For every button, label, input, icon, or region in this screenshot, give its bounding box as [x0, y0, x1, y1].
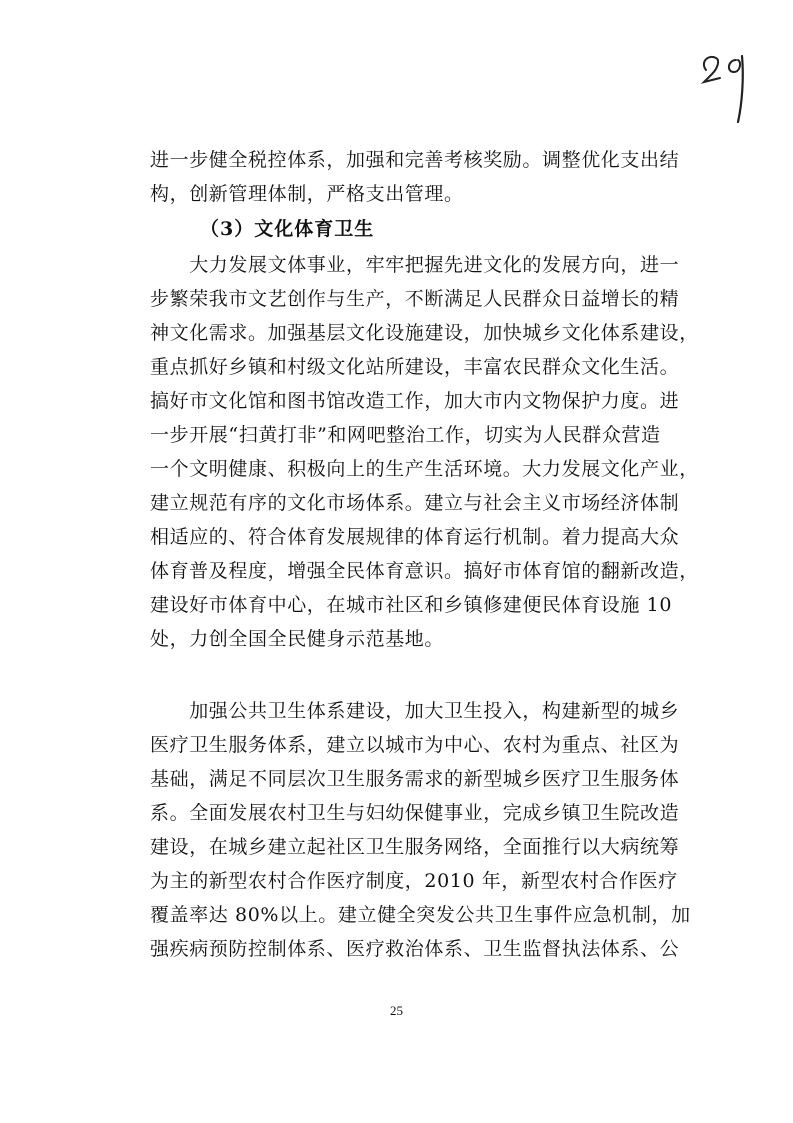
text-line: 搞好市文化馆和图书馆改造工作，加大市内文物保护力度。进 — [150, 390, 680, 412]
page-number: 25 — [390, 1003, 403, 1018]
text-line: 相适应的、符合体育发展规律的体育运行机制。着力提高大众 — [150, 526, 680, 548]
text-line: 大力发展文体事业，牢牢把握先进文化的发展方向，进一 — [150, 254, 680, 276]
text-line: 强疾病预防控制体系、医疗救治体系、卫生监督执法体系、公 — [150, 938, 680, 960]
text-line: 加强公共卫生体系建设，加大卫生投入，构建新型的城乡 — [150, 700, 680, 722]
text-line: 医疗卫生服务体系，建立以城市为中心、农村为重点、社区为 — [150, 734, 680, 756]
text-line: 建设好市体育中心，在城市社区和乡镇修建便民体育设施 10 — [150, 594, 673, 616]
text-line: 覆盖率达 80%以上。建立健全突发公共卫生事件应急机制，加 — [150, 904, 691, 926]
text-line: 体育普及程度，增强全民体育意识。搞好市体育馆的翻新改造， — [150, 560, 699, 582]
text-line: 一步开展“扫黄打非”和网吧整治工作，切实为人民群众营造 — [150, 424, 661, 446]
text-line: 构，创新管理体制，严格支出管理。 — [150, 183, 464, 205]
text-line: 进一步健全税控体系，加强和完善考核奖励。调整优化支出结 — [150, 149, 680, 171]
text-line: 建立规范有序的文化市场体系。建立与社会主义市场经济体制 — [150, 492, 680, 514]
text-line: 步繁荣我市文艺创作与生产，不断满足人民群众日益增长的精 — [150, 288, 680, 310]
text-line: 一个文明健康、积极向上的生产生活环境。大力发展文化产业， — [150, 458, 699, 480]
text-line: 神文化需求。加强基层文化设施建设，加快城乡文化体系建设， — [150, 322, 699, 344]
section-heading: （3）文化体育卫生 — [200, 218, 375, 240]
text-line: 处，力创全国全民健身示范基地。 — [150, 628, 445, 650]
text-line: 系。全面发展农村卫生与妇幼保健事业，完成乡镇卫生院改造 — [150, 802, 680, 824]
handwritten-page-mark — [698, 48, 758, 128]
text-line: 为主的新型农村合作医疗制度，2010 年，新型农村合作医疗 — [150, 870, 678, 892]
text-line: 建设，在城乡建立起社区卫生服务网络，全面推行以大病统筹 — [150, 836, 680, 858]
text-line: 基础，满足不同层次卫生服务需求的新型城乡医疗卫生服务体 — [150, 768, 680, 790]
handwritten-mark-drawing — [698, 48, 758, 128]
text-line: 重点抓好乡镇和村级文化站所建设，丰富农民群众文化生活。 — [150, 356, 680, 378]
